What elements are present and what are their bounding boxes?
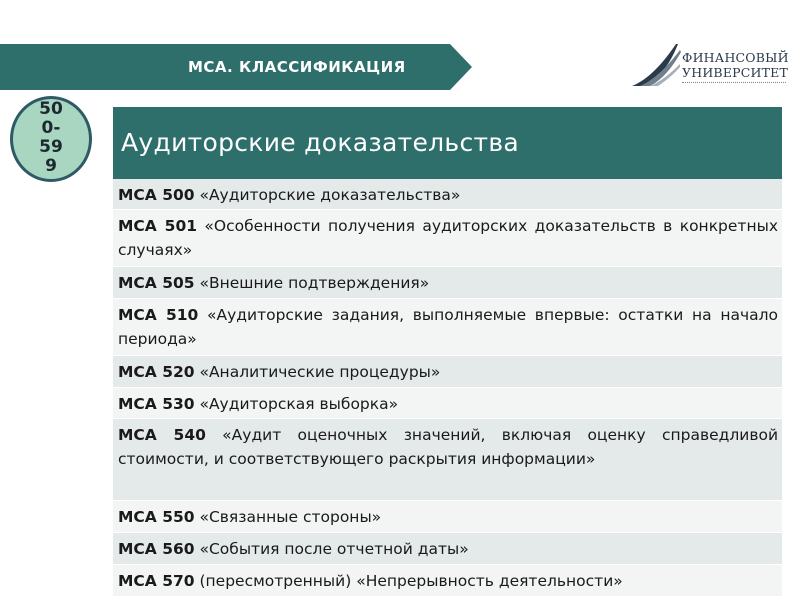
- badge-line: 0-: [41, 118, 61, 138]
- table-row: [113, 179, 782, 210]
- standard-title: «Связанные стороны»: [194, 508, 382, 526]
- standard-title: «Аудиторская выборка»: [194, 395, 399, 413]
- table-row: [113, 388, 782, 419]
- table-row: [113, 356, 782, 388]
- standards-table: [113, 107, 782, 597]
- table-row: [113, 210, 782, 267]
- standard-code: МСА 550: [118, 508, 195, 526]
- finance-university-logo-icon: [630, 40, 682, 92]
- standard-title: «События после отчетной даты»: [194, 540, 469, 558]
- table-title: Аудиторские доказательства: [113, 107, 782, 179]
- logo-text-line2: УНИВЕРСИТЕТ: [682, 65, 789, 80]
- standard-code: МСА 510: [118, 306, 199, 324]
- range-badge: [10, 96, 92, 182]
- table-row: [113, 533, 782, 565]
- standard-code: МСА 501: [118, 217, 198, 235]
- standard-title: «Внешние подтверждения»: [194, 274, 430, 292]
- standard-code: МСА 560: [118, 540, 195, 558]
- standard-code: МСА 520: [118, 363, 195, 381]
- standard-code: МСА 505: [118, 274, 195, 292]
- table-row: [113, 299, 782, 356]
- standard-code: МСА 570: [118, 572, 195, 590]
- badge-line: 59: [39, 137, 63, 157]
- logo-text-line1: ФИНАНСОВЫЙ: [682, 50, 789, 65]
- university-logo: [630, 40, 790, 92]
- standard-title: (пересмотренный) «Непрерывность деятельности»: [194, 572, 623, 590]
- table-row: [113, 501, 782, 533]
- standard-code: МСА 540: [118, 426, 206, 444]
- standard-title: «Аудиторские доказательства»: [194, 186, 461, 204]
- standard-code: МСА 500: [118, 186, 195, 204]
- standard-title: «Особенности получения аудиторских доказательств в конкретных случаях»: [118, 217, 779, 259]
- logo-tagline-rule: [682, 82, 786, 85]
- standard-title: «Аналитические процедуры»: [194, 363, 441, 381]
- header-banner: [0, 44, 475, 90]
- table-row: [113, 565, 782, 597]
- standard-code: МСА 530: [118, 395, 195, 413]
- standard-title: «Аудиторские задания, выполняемые впервые: остатки на начало периода»: [118, 306, 778, 348]
- page-title: МСА. КЛАССИФИКАЦИЯ: [188, 58, 406, 76]
- badge-line: 50: [39, 99, 63, 119]
- table-row: [113, 267, 782, 299]
- badge-line: 9: [45, 156, 57, 176]
- standard-title: «Аудит оценочных значений, включая оценку справедливой стоимости, и соответствующего раскрытия информации»: [118, 426, 779, 468]
- table-row: [113, 419, 782, 501]
